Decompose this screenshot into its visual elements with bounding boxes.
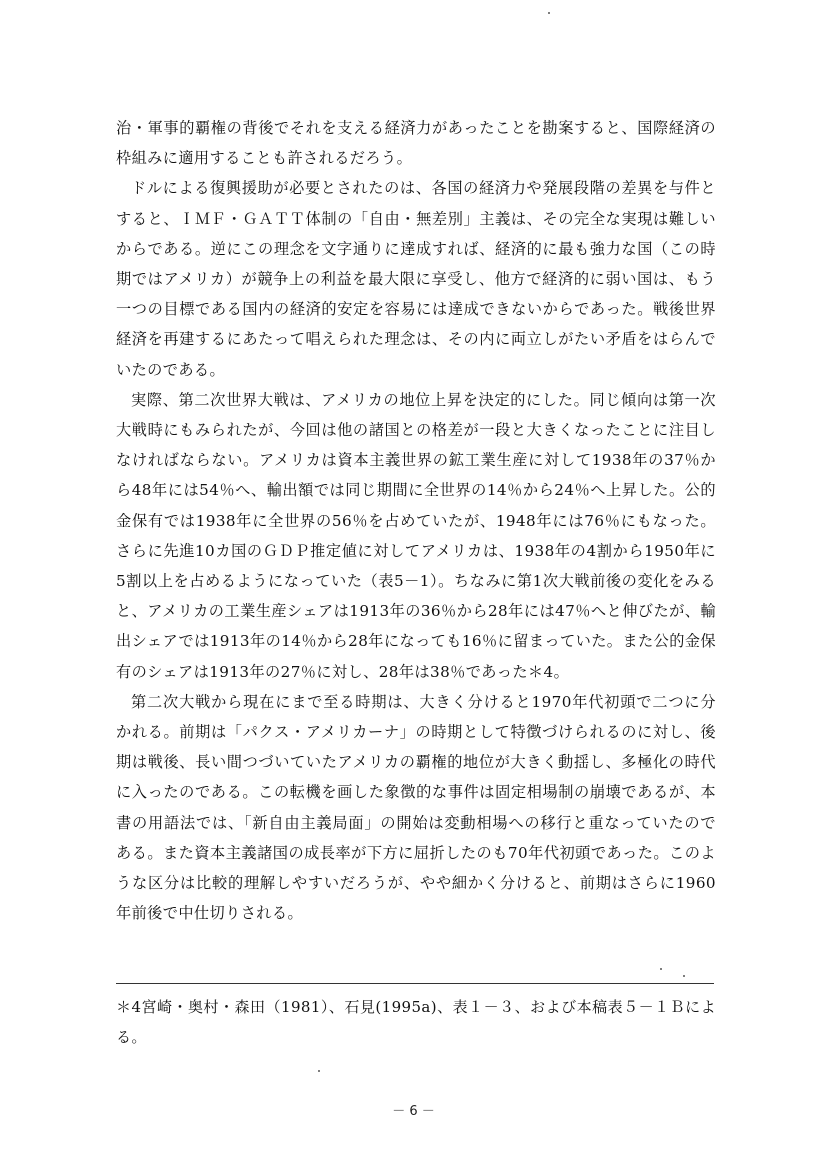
scan-speck — [548, 12, 550, 14]
scan-speck — [683, 975, 685, 977]
footnote: ＊4宮崎・奥村・森田（1981）、石見(1995a)、表１－３、および本稿表５－１Ｂによる。 — [116, 998, 716, 1046]
body-text — [116, 113, 716, 928]
paragraph-us-position: 実際、第二次世界大戦は、アメリカの地位上昇を決定的にした。同じ傾向は第一次大戦時にもみられたが、今回は他の諸国との格差が一段と大きくなったことに注目しなければならない。アメリカは資本主義世界の鉱工業生産に対して1938年の37％から48年には54％へ、輸出額では同じ期間に全世界の14％から24％へ上昇した。公的金保有では1938年に全世界の56％を占めていたが、1948年には76％にもなった。さらに先進10カ国のＧＤＰ推定値に対してアメリカは、1938年の4割から1950年に5割以上を占めるようになっていた（表5－1）。ちなみに第1次大戦前後の変化をみると、アメリカの工業生産シェアは1913年の36％から28年には47％へと伸びたが、輸出シェアでは1913年の14％から28年になっても16％に留まっていた。また公的金保有のシェアは1913年の27％に対し、28年は38％であった＊4。 — [116, 390, 716, 681]
footnote-divider — [116, 983, 714, 984]
scan-speck — [660, 968, 662, 970]
page-number: － 6 － — [392, 1104, 435, 1119]
paragraph-continuation: 治・軍事的覇権の背後でそれを支える経済力があったことを勘案すると、国際経済の枠組みに適用することも許されるだろう。 — [116, 119, 716, 168]
scan-speck — [318, 1070, 320, 1072]
paragraph-dollar-aid: ドルによる復興援助が必要とされたのは、各国の経済力や発展段階の差異を与件とすると、ＩＭＦ・ＧＡＴＴ体制の「自由・無差別」主義は、その完全な実現は難しいからである。逆にこの理念を文字通りに達成すれば、経済的に最も強力な国（この時期ではアメリカ）が競争上の利益を最大限に享受し、他方で経済的に弱い国は、もう一つの目標である国内の経済的安定を容易には達成できないからであった。戦後世界経済を再建するにあたって唱えられた理念は、その内に両立しがたい矛盾をはらんでいたのである。 — [116, 179, 716, 379]
paragraph-periodization: 第二次大戦から現在にまで至る時期は、大きく分けると1970年代初頭で二つに分かれる。前期は「パクス・アメリカーナ」の時期として特徴づけられるのに対し、後期は戦後、長い間つづいていたアメリカの覇権的地位が大きく動揺し、多極化の時代に入ったのである。この転機を画した象徴的な事件は固定相場制の崩壊であるが、本書の用語法では、「新自由主義局面」の開始は変動相場への移行と重なっていたのである。また資本主義諸国の成長率が下方に屈折したのも70年代初頭であった。このような区分は比較的理解しやすいだろうが、やや細かく分けると、前期はさらに1960年前後で中仕切りされる。 — [116, 692, 716, 923]
